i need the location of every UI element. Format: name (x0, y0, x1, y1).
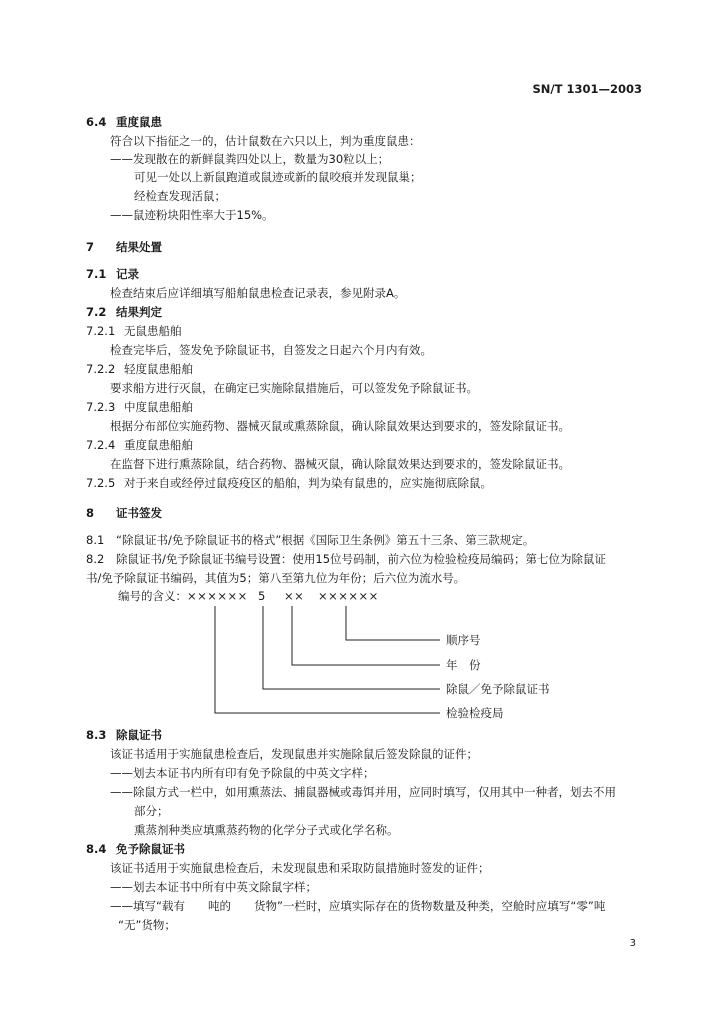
section-number: 8.2 (86, 552, 105, 566)
section-number: 7.2.3 (86, 400, 116, 414)
section-title: 对于来自或经停过鼠疫疫区的船舶，判为染有鼠患的，应实施彻底除鼠。 (124, 476, 492, 490)
code-part-bureau: ×××××× (187, 589, 248, 603)
standard-code-header: SN/T 1301—2003 (532, 82, 642, 96)
code-meaning-prefix: 编号的含义： (118, 589, 187, 603)
connector-cert-type (263, 606, 440, 689)
section-number: 7.1 (86, 267, 107, 281)
label-year: 年 份 (446, 658, 481, 672)
section-number: 7.2.1 (86, 324, 116, 338)
section-number: 6.4 (86, 115, 107, 129)
section-number: 7.2.5 (86, 476, 116, 490)
paragraph-text: 检查完毕后，签发免予除鼠证书，自签发之日起六个月内有效。 (110, 343, 432, 357)
paragraph-text: 经检查发现活鼠； (134, 189, 226, 203)
paragraph-text: 该证书适用于实施鼠患检查后，未发现鼠患和采取防鼠措施时签发的证件； (110, 861, 490, 875)
section-title: 除鼠证书 (116, 728, 162, 742)
label-cert-type: 除鼠／免予除鼠证书 (446, 682, 550, 696)
paragraph-text: ——划去本证书内所有印有免予除鼠的中英文字样； (110, 766, 375, 780)
code-part-year: ×× (284, 589, 305, 603)
section-title: 结果判定 (116, 305, 162, 319)
connector-year (292, 606, 440, 665)
section-title: 轻度鼠患船舶 (124, 362, 193, 376)
section-title: 记录 (116, 267, 139, 281)
paragraph-text: ——发现散在的新鲜鼠粪四处以上，数量为30粒以上； (110, 152, 390, 166)
paragraph-text: 符合以下指征之一的，估计鼠数在六只以上，判为重度鼠患： (110, 134, 421, 148)
section-title: 免予除鼠证书 (116, 842, 185, 856)
label-inspection-bureau: 检验检疫局 (446, 706, 504, 720)
section-number: 7.2.4 (86, 438, 116, 452)
section-title: 无鼠患船舶 (124, 324, 182, 338)
section-title: 结果处置 (116, 240, 162, 254)
paragraph-text: “无”货物； (118, 918, 176, 932)
paragraph-text: 熏蒸剂种类应填熏蒸药物的化学分子式或化学名称。 (134, 823, 399, 837)
section-title: 证书签发 (116, 506, 162, 520)
section-number: 8 (86, 506, 95, 520)
section-title: 重度鼠患船舶 (124, 438, 193, 452)
connector-serial (346, 606, 440, 640)
paragraph-text: 检查结束后应详细填写船舶鼠患检查记录表，参见附录A。 (110, 286, 406, 300)
paragraph-text: 根据分布部位实施药物、器械灭鼠或熏蒸除鼠，确认除鼠效果达到要求的，签发除鼠证书。 (110, 419, 570, 433)
section-number: 7.2.2 (86, 362, 116, 376)
page-number: 3 (629, 938, 636, 949)
paragraph-text: 部分； (134, 804, 169, 818)
paragraph-text: ——除鼠方式一栏中，如用熏蒸法、捕鼠器械或毒饵并用，应同时填写，仅用其中一种者，划去不用 (110, 785, 616, 799)
code-part-cert-type: 5 (258, 589, 266, 603)
section-number: 8.1 (86, 533, 105, 547)
section-number: 7 (86, 240, 95, 254)
paragraph-text: 要求船方进行灭鼠，在确定已实施除鼠措施后，可以签发免予除鼠证书。 (110, 381, 478, 395)
paragraph-text: 该证书适用于实施鼠患检查后，发现鼠患并实施除鼠后签发除鼠的证件； (110, 747, 478, 761)
section-title: “除鼠证书/免予除鼠证书的格式”根据《国际卫生条例》第五十三条、第三款规定。 (116, 533, 535, 547)
label-serial-number: 顺序号 (446, 633, 481, 647)
section-title: 除鼠证书/免予除鼠证书编号设置：使用15位号码制，前六位为检验检疫局编码；第七位为除鼠证 (116, 552, 607, 566)
code-part-serial: ×××××× (318, 589, 379, 603)
connector-bureau (215, 606, 440, 713)
paragraph-text: 书/免予除鼠证书编码，其值为5；第八至第九位为年份；后六位为流水号。 (86, 571, 466, 585)
paragraph-text: 可见一处以上新鼠跑道或鼠迹或新的鼠咬痕并发现鼠巢； (134, 170, 422, 184)
section-number: 8.3 (86, 728, 107, 742)
paragraph-text: ——填写“载有 吨的 货物”一栏时，应填实际存在的货物数量及种类，空舱时应填写“零”吨 (110, 899, 606, 913)
section-title: 中度鼠患船舶 (124, 400, 193, 414)
paragraph-text: ——鼠迹粉块阳性率大于15%。 (110, 208, 274, 222)
section-number: 7.2 (86, 305, 107, 319)
section-title: 重度鼠患 (116, 115, 162, 129)
section-number: 8.4 (86, 842, 107, 856)
paragraph-text: 在监督下进行熏蒸除鼠，结合药物、器械灭鼠，确认除鼠效果达到要求的，签发除鼠证书。 (110, 457, 570, 471)
paragraph-text: ——划去本证书中所有中英文除鼠字样； (110, 880, 317, 894)
